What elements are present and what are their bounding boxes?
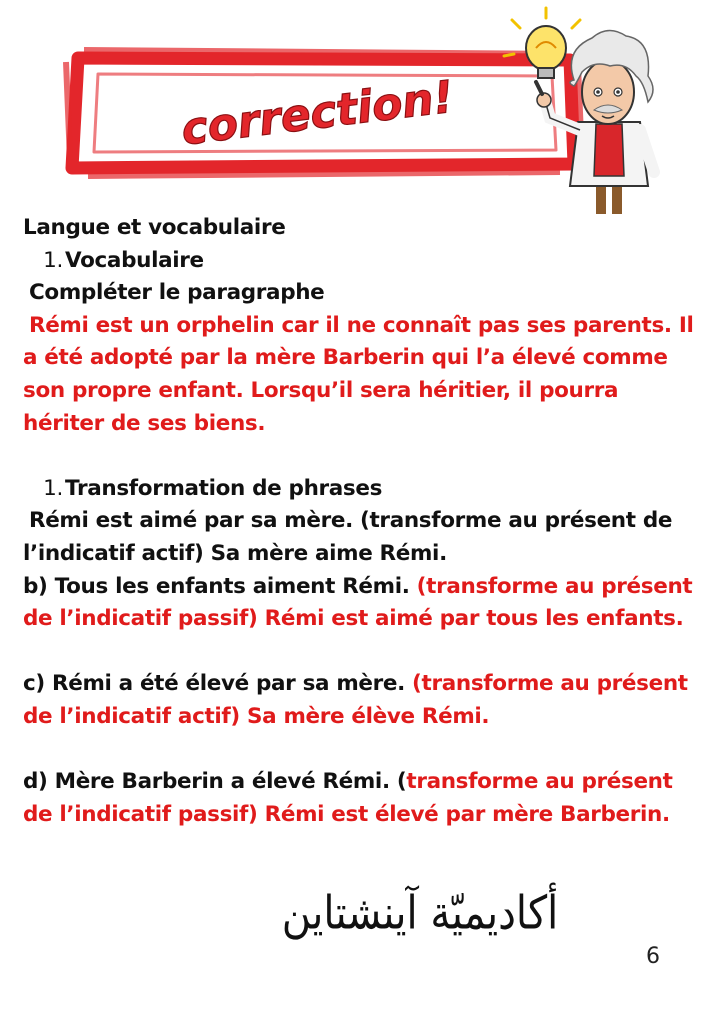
section-vocabulaire xyxy=(23,245,703,278)
banner-title: correction! xyxy=(178,71,457,156)
exercise-item-c: c) Rémi a été élevé par sa mère. (transforme au présent de l’indicatif actif) Sa mère élève Rémi. xyxy=(23,671,688,729)
section-transformation xyxy=(23,473,703,506)
exercise-item-b: b) Tous les enfants aiment Rémi. (transforme au présent de l’indicatif passif) Rémi est aimé par tous les enfants. xyxy=(23,573,693,632)
section-title: Vocabulaire xyxy=(65,247,204,273)
correction-content xyxy=(23,212,703,831)
answer-paragraph: Rémi est un orphelin car il ne connaît pas ses parents. Il a été adopté par la mère Barberin qui l’a élevé comme son propre enfant. Lorsqu’il sera héritier, il pourra hériter de ses biens. xyxy=(23,312,694,436)
exercise-item-a: Rémi est aimé par sa mère. (transforme au présent de l’indicatif actif) Sa mère aime Rémi. xyxy=(23,508,673,566)
correction-banner xyxy=(0,0,720,220)
academy-logo-text: أكاديميّة آينشتاين xyxy=(281,886,559,941)
instruction-text: Compléter le paragraphe xyxy=(29,280,325,306)
list-number: 1. xyxy=(43,247,63,273)
section-heading: Langue et vocabulaire xyxy=(23,215,286,240)
list-number: 1. xyxy=(43,475,63,501)
page-number: 6 xyxy=(646,944,660,969)
academy-logo xyxy=(281,872,559,952)
exercise-item-d: d) Mère Barberin a élevé Rémi. (transforme au présent de l’indicatif passif) Rémi est élevé par mère Barberin. xyxy=(23,769,673,827)
section-title: Transformation de phrases xyxy=(65,475,383,501)
